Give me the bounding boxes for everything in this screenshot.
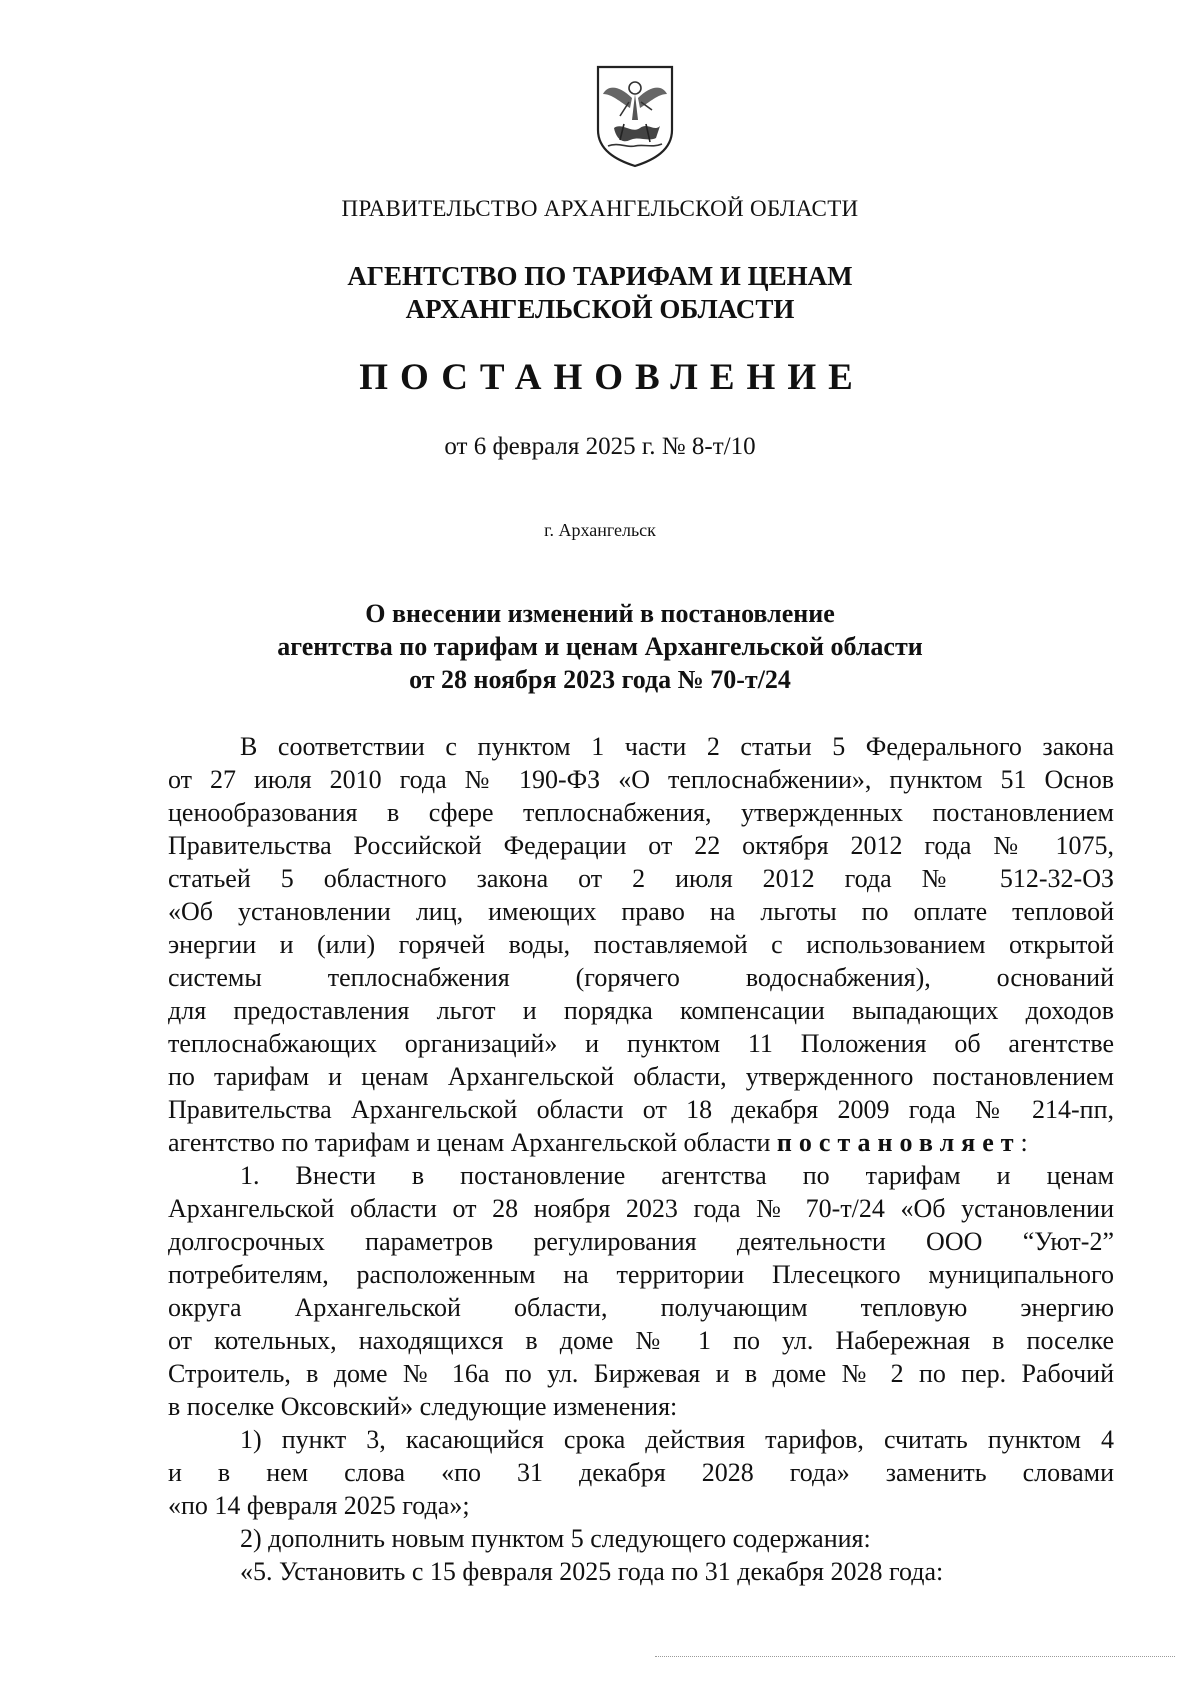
text-line: долгосрочных параметров регулирования деятельности ООО “Уют-2” — [168, 1227, 1114, 1256]
text-line: 1. Внести в постановление агентства по тарифам и ценам — [240, 1161, 1114, 1190]
document-city: г. Архангельск — [544, 520, 656, 540]
paragraph-subitem-2: 2) дополнить новым пунктом 5 следующего содержания: — [240, 1524, 871, 1553]
title-line: от 28 ноября 2023 года № 70-т/24 — [409, 665, 791, 694]
text-line: Правительства Российской Федерации от 22 октября 2012 года № 1075, — [168, 831, 1114, 860]
text-line — [168, 1126, 1114, 1159]
text-line: теплоснабжающих организаций» и пунктом 11 Положения об агентстве — [168, 1029, 1114, 1058]
text-line: для предоставления льгот и порядка компенсации выпадающих доходов — [168, 996, 1114, 1025]
text-line: Строитель, в доме № 16а по ул. Биржевая и в доме № 2 по пер. Рабочий — [168, 1359, 1114, 1388]
resolves-keyword: постановляет — [776, 1128, 1021, 1157]
text-line: в поселке Оксовский» следующие изменения: — [168, 1392, 678, 1421]
text-line: статьей 5 областного закона от 2 июля 2012 года № 512-32-ОЗ — [168, 864, 1114, 893]
document-date-number: от 6 февраля 2025 г. № 8-т/10 — [444, 433, 756, 460]
paragraph-new-item-5: «5. Установить с 15 февраля 2025 года по 31 декабря 2028 года: — [240, 1557, 944, 1586]
document-type: ПОСТАНОВЛЕНИЕ — [359, 357, 865, 398]
text-line: энергии и (или) горячей воды, поставляемой с использованием открытой — [168, 930, 1114, 959]
text-line: ценообразования в сфере теплоснабжения, утвержденных постановлением — [168, 798, 1114, 827]
paragraph-preamble — [168, 730, 1114, 1159]
coat-of-arms-icon — [594, 64, 676, 168]
text-fragment: : — [1020, 1128, 1028, 1157]
document-body — [168, 730, 1114, 1588]
text-line: «Об установлении лиц, имеющих право на льготы по оплате тепловой — [168, 897, 1114, 926]
text-line: округа Архангельской области, получающим тепловую энергию — [168, 1293, 1114, 1322]
paragraph-subitem-1 — [168, 1423, 1114, 1522]
document-title — [0, 597, 1200, 696]
text-line: потребителям, расположенным на территории Плесецкого муниципального — [168, 1260, 1114, 1289]
text-fragment: агентство по тарифам и ценам Архангельской области — [168, 1128, 771, 1157]
text-line: В соответствии с пунктом 1 части 2 статьи 5 Федерального закона — [240, 732, 1114, 761]
text-line: «по 14 февраля 2025 года»; — [168, 1491, 470, 1520]
agency-name-line: АРХАНГЕЛЬСКОЙ ОБЛАСТИ — [405, 294, 795, 324]
text-line: 1) пункт 3, касающийся срока действия тарифов, считать пунктом 4 — [240, 1425, 1114, 1454]
text-line: и в нем слова «по 31 декабря 2028 года» заменить словами — [168, 1458, 1114, 1487]
text-line: Правительства Архангельской области от 18 декабря 2009 года № 214-пп, — [168, 1095, 1114, 1124]
text-line: Архангельской области от 28 ноября 2023 года № 70-т/24 «Об установлении — [168, 1194, 1114, 1223]
text-line: от 27 июля 2010 года № 190-ФЗ «О теплоснабжении», пунктом 51 Основ — [168, 765, 1114, 794]
text-line: по тарифам и ценам Архангельской области, утвержденного постановлением — [168, 1062, 1114, 1091]
agency-name — [0, 260, 1200, 326]
text-line: системы теплоснабжения (горячего водоснабжения), оснований — [168, 963, 1114, 992]
agency-name-line: АГЕНТСТВО ПО ТАРИФАМ И ЦЕНАМ — [347, 261, 853, 291]
title-line: О внесении изменений в постановление — [365, 599, 835, 628]
text-line: от котельных, находящихся в доме № 1 по ул. Набережная в поселке — [168, 1326, 1114, 1355]
government-name: ПРАВИТЕЛЬСТВО АРХАНГЕЛЬСКОЙ ОБЛАСТИ — [341, 196, 859, 221]
title-line: агентства по тарифам и ценам Архангельской области — [277, 632, 923, 661]
footer-separator — [655, 1656, 1175, 1657]
paragraph-item-1 — [168, 1159, 1114, 1423]
